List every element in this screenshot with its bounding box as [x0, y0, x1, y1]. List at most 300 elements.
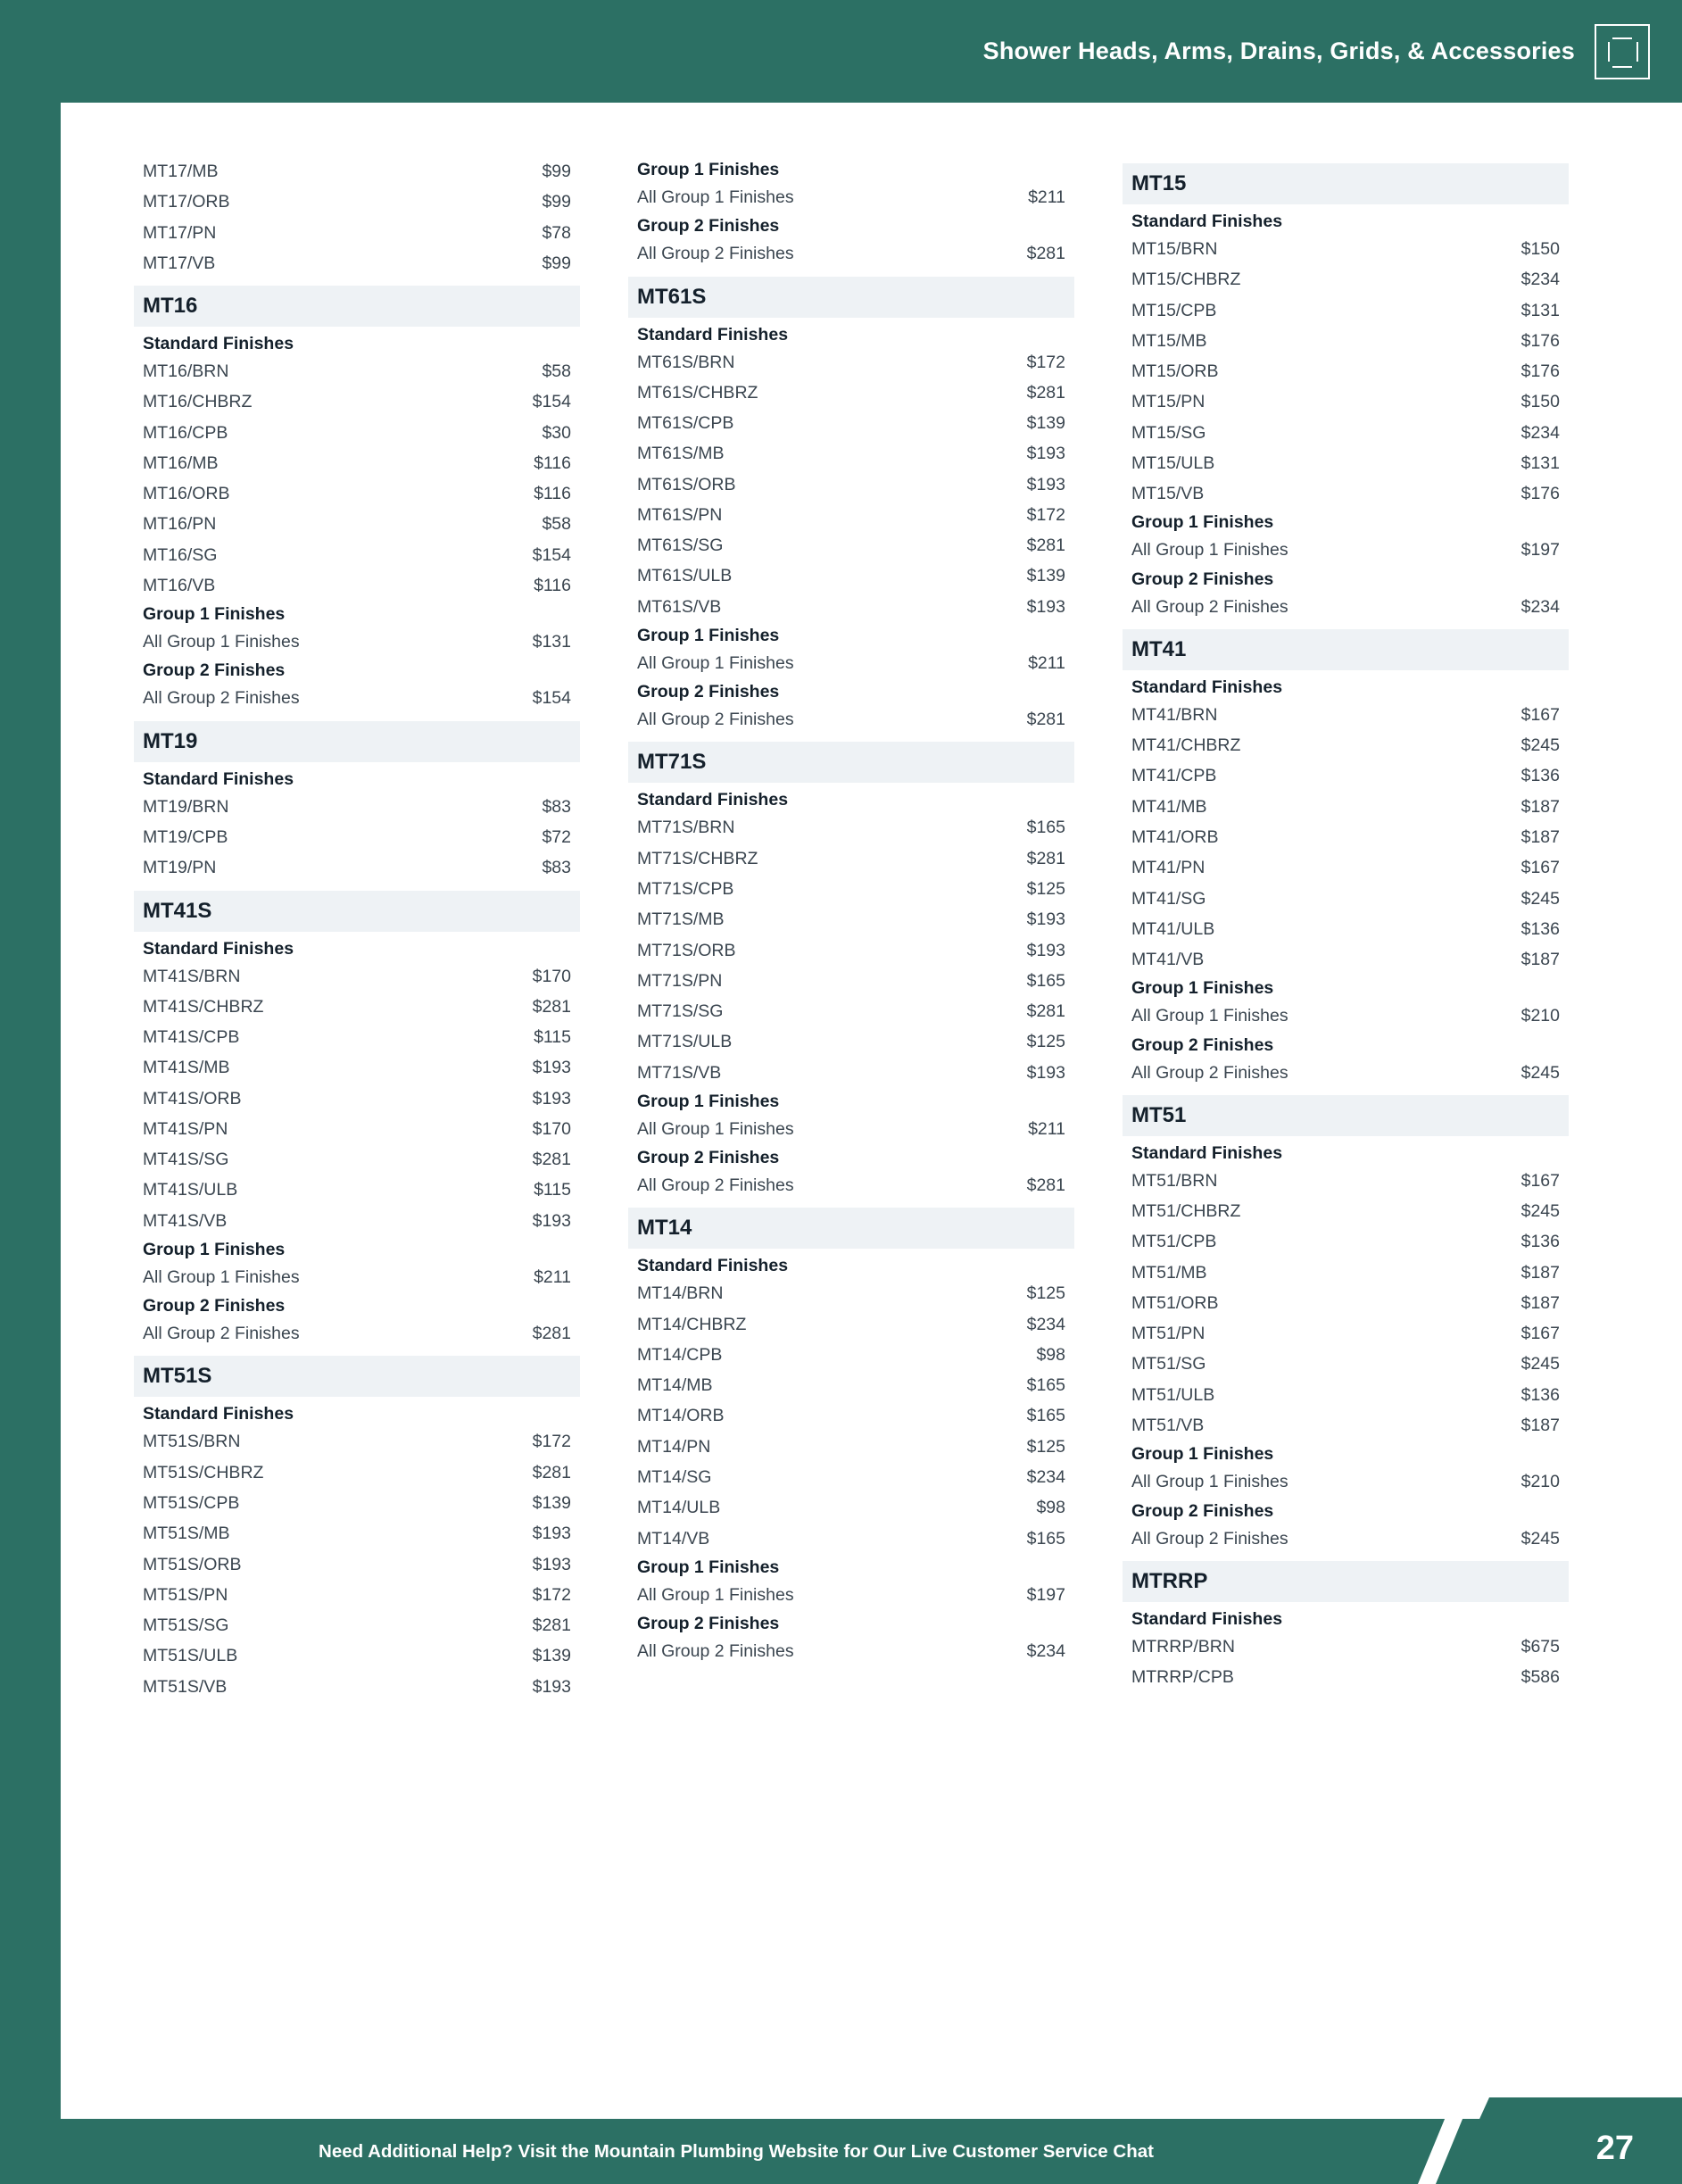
price-value: $281: [532, 1462, 571, 1482]
sku-label: All Group 2 Finishes: [637, 244, 794, 264]
product-section: [628, 1208, 1074, 1666]
price-row: [628, 966, 1074, 996]
price-value: $193: [532, 1058, 571, 1078]
price-value: $170: [532, 1118, 571, 1139]
price-row: [1123, 1466, 1569, 1497]
price-value: $172: [532, 1432, 571, 1452]
price-row: [134, 852, 580, 883]
sku-label: All Group 2 Finishes: [143, 688, 300, 709]
price-value: $136: [1520, 1232, 1560, 1252]
price-value: $167: [1520, 1324, 1560, 1344]
price-row: [1123, 234, 1569, 264]
finish-group-label: Group 2 Finishes: [637, 1614, 780, 1634]
price-value: $167: [1520, 858, 1560, 878]
price-value: $99: [542, 192, 571, 212]
price-value: $234: [1026, 1314, 1065, 1334]
sku-label: MT17/PN: [143, 222, 217, 243]
price-value: $154: [532, 544, 571, 565]
price-value: $281: [1026, 710, 1065, 730]
sku-label: MT17/VB: [143, 253, 216, 273]
price-value: $193: [1026, 474, 1065, 494]
shower-head-icon-corner: [1632, 33, 1641, 42]
price-row: [1123, 884, 1569, 914]
sku-label: MT15/ORB: [1131, 361, 1219, 382]
finish-group-label: Group 2 Finishes: [1131, 1500, 1274, 1521]
sku-label: MT14/VB: [637, 1528, 710, 1549]
price-row: [1123, 295, 1569, 326]
price-row: [1123, 1001, 1569, 1031]
price-value: $281: [532, 1324, 571, 1344]
price-value: $165: [1026, 970, 1065, 991]
price-value: $281: [532, 1150, 571, 1170]
sku-label: MT16/CHBRZ: [143, 392, 253, 412]
section-title: MT14: [628, 1208, 1074, 1249]
price-row: [134, 1610, 580, 1640]
price-row: [134, 822, 580, 852]
price-row: [628, 1370, 1074, 1400]
price-row: [134, 448, 580, 478]
price-value: $172: [1026, 504, 1065, 525]
product-section: [628, 156, 1074, 270]
sku-label: MT41/VB: [1131, 950, 1205, 970]
sku-label: MT16/MB: [143, 453, 219, 473]
price-row: [628, 1462, 1074, 1492]
page-number: 27: [1595, 2130, 1634, 2167]
price-row: [134, 570, 580, 601]
finish-group-label: Standard Finishes: [1131, 1142, 1283, 1163]
price-row: [628, 530, 1074, 561]
price-value: $281: [1026, 244, 1065, 264]
sku-label: MT41/BRN: [1131, 704, 1218, 725]
price-value: $234: [1520, 422, 1560, 443]
price-row: [1123, 264, 1569, 295]
sku-label: MT16/VB: [143, 575, 216, 595]
price-row: [1123, 448, 1569, 478]
price-value: $136: [1520, 1384, 1560, 1405]
price-row: [1123, 792, 1569, 822]
price-row: [1123, 730, 1569, 760]
price-value: $98: [1036, 1344, 1065, 1365]
sku-label: MT71S/ORB: [637, 940, 736, 960]
price-value: $234: [1026, 1466, 1065, 1487]
price-value: $58: [542, 361, 571, 382]
price-value: $125: [1026, 1283, 1065, 1304]
price-value: $136: [1520, 918, 1560, 939]
sku-label: All Group 1 Finishes: [1131, 1472, 1288, 1492]
price-row: [134, 627, 580, 657]
price-row: [1123, 1258, 1569, 1288]
price-row: [134, 540, 580, 570]
finish-group-label: Standard Finishes: [637, 324, 789, 345]
section-title: MTRRP: [1123, 1561, 1569, 1602]
price-value: $99: [542, 253, 571, 273]
price-row: [1123, 1524, 1569, 1554]
sku-label: All Group 1 Finishes: [1131, 540, 1288, 561]
price-value: $116: [534, 484, 571, 504]
price-row: [628, 1058, 1074, 1088]
section-title: MT71S: [628, 742, 1074, 783]
price-row: [134, 1114, 580, 1144]
price-row: [628, 592, 1074, 622]
price-value: $234: [1520, 596, 1560, 617]
price-row: [628, 1170, 1074, 1200]
finish-group-label: Group 2 Finishes: [637, 1148, 780, 1168]
product-section: [628, 277, 1074, 735]
price-row: [628, 1340, 1074, 1370]
price-row: [1123, 1196, 1569, 1226]
footer-page-block: [1450, 2097, 1682, 2184]
sku-label: MT51/ULB: [1131, 1384, 1215, 1405]
price-value: $187: [1520, 1415, 1560, 1435]
price-row: [628, 1636, 1074, 1666]
price-value: $211: [1028, 187, 1065, 207]
product-section: [628, 742, 1074, 1200]
sku-label: MT41S/CHBRZ: [143, 996, 264, 1017]
price-value: $150: [1520, 392, 1560, 412]
shower-head-icon-corner: [1632, 62, 1641, 71]
sku-label: MT14/MB: [637, 1375, 713, 1396]
price-value: $187: [1520, 1262, 1560, 1283]
price-value: $187: [1520, 796, 1560, 817]
price-row: [1123, 822, 1569, 852]
price-value: $170: [532, 966, 571, 986]
sku-label: MT15/BRN: [1131, 239, 1218, 259]
finish-group-label: Standard Finishes: [143, 768, 294, 789]
price-row: [628, 238, 1074, 269]
price-value: $172: [532, 1584, 571, 1605]
price-value: $675: [1520, 1636, 1560, 1657]
price-row: [628, 1400, 1074, 1431]
price-value: $167: [1520, 704, 1560, 725]
price-row: [628, 408, 1074, 438]
price-row: [134, 1022, 580, 1052]
finish-group-label: Standard Finishes: [1131, 677, 1283, 697]
price-value: $172: [1026, 352, 1065, 372]
sku-label: MTRRP/CPB: [1131, 1667, 1234, 1688]
price-row: [134, 992, 580, 1022]
price-row: [628, 469, 1074, 500]
price-row: [134, 418, 580, 448]
sku-label: MT51/CPB: [1131, 1232, 1217, 1252]
sku-label: All Group 2 Finishes: [143, 1324, 300, 1344]
price-value: $245: [1520, 1354, 1560, 1374]
price-row: [628, 1580, 1074, 1610]
sku-label: MT51/ORB: [1131, 1292, 1219, 1313]
price-row: [628, 904, 1074, 934]
sku-label: MT17/MB: [143, 162, 219, 181]
sku-label: MT41S/SG: [143, 1150, 229, 1170]
price-row: [628, 1492, 1074, 1523]
sku-label: MT15/MB: [1131, 330, 1207, 351]
price-value: $125: [1026, 878, 1065, 899]
sku-label: MT41/CPB: [1131, 766, 1217, 786]
price-row: [134, 1052, 580, 1083]
sku-label: MT15/VB: [1131, 484, 1205, 504]
price-row: [134, 1457, 580, 1488]
finish-group-label: Standard Finishes: [637, 790, 789, 810]
sku-label: MT41S/ORB: [143, 1088, 242, 1109]
price-row: [628, 996, 1074, 1026]
price-row: [1123, 592, 1569, 622]
sku-label: MT51S/PN: [143, 1584, 228, 1605]
sku-label: MT16/SG: [143, 544, 218, 565]
sku-label: MT71S/ULB: [637, 1032, 733, 1052]
price-value: $58: [542, 514, 571, 535]
sku-label: All Group 2 Finishes: [637, 1641, 794, 1662]
price-row: [628, 500, 1074, 530]
sku-label: All Group 1 Finishes: [637, 1118, 794, 1139]
sku-label: MTRRP/BRN: [1131, 1636, 1235, 1657]
sku-label: MT19/BRN: [143, 796, 229, 817]
sku-label: MT71S/SG: [637, 1001, 724, 1022]
sku-label: MT16/PN: [143, 514, 217, 535]
price-row: [628, 935, 1074, 966]
price-column: [134, 156, 580, 1702]
price-value: $125: [1026, 1032, 1065, 1052]
finish-group-label: Group 1 Finishes: [1131, 1444, 1274, 1465]
finish-group-label: Standard Finishes: [143, 938, 294, 959]
sku-label: MT51/VB: [1131, 1415, 1205, 1435]
price-value: $131: [532, 632, 571, 652]
price-column: [1123, 156, 1569, 1702]
price-value: $211: [1028, 652, 1065, 673]
sku-label: All Group 1 Finishes: [637, 187, 794, 207]
price-row: [1123, 1288, 1569, 1318]
sku-label: MT71S/CPB: [637, 878, 734, 899]
price-row: [134, 683, 580, 713]
sku-label: MT71S/BRN: [637, 818, 735, 838]
price-value: $187: [1520, 950, 1560, 970]
shower-head-icon-corner: [1603, 33, 1612, 42]
sku-label: MT15/CHBRZ: [1131, 270, 1241, 290]
sku-label: MT61S/ORB: [637, 474, 736, 494]
price-row: [628, 182, 1074, 212]
shower-head-icon: [1595, 24, 1650, 79]
price-value: $193: [1026, 596, 1065, 617]
price-row: [134, 356, 580, 386]
price-row: [628, 378, 1074, 408]
price-value: $139: [532, 1646, 571, 1666]
price-value: $281: [1026, 382, 1065, 403]
sku-label: MT51/PN: [1131, 1324, 1206, 1344]
price-row: [134, 1144, 580, 1175]
sku-label: MT61S/ULB: [637, 566, 733, 586]
finish-group-label: Group 1 Finishes: [1131, 978, 1274, 999]
sku-label: MT51/CHBRZ: [1131, 1201, 1241, 1222]
section-title: MT41: [1123, 629, 1569, 670]
price-row: [1123, 1662, 1569, 1692]
sku-label: MT41/MB: [1131, 796, 1207, 817]
sku-label: All Group 2 Finishes: [637, 710, 794, 730]
price-row: [1123, 700, 1569, 730]
price-value: $131: [1520, 300, 1560, 320]
sku-label: MT41/ORB: [1131, 826, 1219, 847]
price-value: $193: [532, 1524, 571, 1544]
price-value: $139: [1026, 566, 1065, 586]
price-row: [134, 478, 580, 509]
price-row: [1123, 1318, 1569, 1349]
price-value: $167: [1520, 1170, 1560, 1191]
sku-label: MT51S/BRN: [143, 1432, 241, 1452]
price-value: $150: [1520, 239, 1560, 259]
price-value: $211: [534, 1266, 571, 1287]
sku-label: All Group 2 Finishes: [1131, 1528, 1288, 1549]
price-row: [134, 1672, 580, 1702]
page-footer: [0, 2097, 1682, 2184]
price-row: [134, 509, 580, 539]
price-row: [628, 1524, 1074, 1554]
product-section: [1123, 163, 1569, 622]
sku-label: MT17/ORB: [143, 192, 230, 212]
price-value: $193: [532, 1088, 571, 1109]
sku-label: MT51/SG: [1131, 1354, 1206, 1374]
sku-label: MT41/SG: [1131, 888, 1206, 909]
price-row: [134, 1318, 580, 1349]
price-row: [134, 1206, 580, 1236]
sku-label: MT15/CPB: [1131, 300, 1217, 320]
price-row: [628, 1278, 1074, 1308]
price-row: [1123, 1410, 1569, 1441]
price-row: [134, 248, 580, 278]
sku-label: MT14/CHBRZ: [637, 1314, 747, 1334]
finish-group-label: Group 1 Finishes: [637, 625, 780, 645]
sku-label: MT41S/PN: [143, 1118, 228, 1139]
price-value: $165: [1026, 1406, 1065, 1426]
section-title: MT15: [1123, 163, 1569, 204]
finish-group-label: Standard Finishes: [1131, 1608, 1283, 1629]
price-value: $193: [1026, 940, 1065, 960]
sku-label: MT71S/CHBRZ: [637, 848, 758, 868]
price-row: [134, 961, 580, 992]
price-row: [1123, 944, 1569, 975]
price-value: $176: [1520, 484, 1560, 504]
sku-label: MT71S/PN: [637, 970, 723, 991]
price-value: $187: [1520, 826, 1560, 847]
price-value: $245: [1520, 735, 1560, 756]
sku-label: MT51S/VB: [143, 1676, 228, 1697]
price-value: $193: [1026, 444, 1065, 464]
price-row: [1123, 760, 1569, 791]
price-row: [628, 704, 1074, 735]
price-row: [1123, 418, 1569, 448]
sku-label: All Group 1 Finishes: [143, 1266, 300, 1287]
product-section: [1123, 629, 1569, 1088]
price-row: [1123, 1380, 1569, 1410]
price-value: $139: [532, 1492, 571, 1513]
price-row: [1123, 852, 1569, 883]
price-row: [628, 812, 1074, 843]
price-row: [134, 386, 580, 417]
sku-label: MT71S/MB: [637, 909, 725, 930]
left-accent-bar: [0, 0, 61, 2184]
finish-group-label: Group 2 Finishes: [143, 660, 286, 681]
section-title: MT51S: [134, 1356, 580, 1397]
footer-help-text: Need Additional Help? Visit the Mountain Plumbing Website for Our Live Customer Service Chat: [319, 2140, 1154, 2162]
price-row: [134, 1175, 580, 1205]
sku-label: MT41S/VB: [143, 1210, 228, 1231]
sku-label: MT51S/ORB: [143, 1554, 242, 1574]
sku-label: All Group 1 Finishes: [637, 1584, 794, 1605]
product-section: [134, 286, 580, 714]
price-row: [134, 1518, 580, 1549]
price-row: [1123, 326, 1569, 356]
finish-group-label: Group 1 Finishes: [143, 604, 286, 625]
price-row: [1123, 478, 1569, 509]
price-value: $234: [1520, 270, 1560, 290]
sku-label: MT16/CPB: [143, 422, 228, 443]
price-value: $187: [1520, 1292, 1560, 1313]
sku-label: MT71S/VB: [637, 1062, 722, 1083]
price-row: [628, 648, 1074, 678]
price-value: $281: [1026, 1001, 1065, 1022]
price-row: [134, 218, 580, 248]
price-row: [134, 1488, 580, 1518]
finish-group-label: Standard Finishes: [1131, 212, 1283, 231]
sku-label: MT16/BRN: [143, 361, 229, 382]
price-row: [1123, 914, 1569, 944]
price-row: [1123, 1226, 1569, 1257]
sku-label: MT41S/CPB: [143, 1027, 240, 1048]
price-value: $193: [1026, 909, 1065, 930]
price-value: $165: [1026, 818, 1065, 838]
sku-label: MT14/SG: [637, 1466, 712, 1487]
section-title: MT16: [134, 286, 580, 327]
price-value: $193: [532, 1554, 571, 1574]
price-row: [628, 561, 1074, 591]
sku-label: All Group 1 Finishes: [637, 652, 794, 673]
sku-label: MT61S/CHBRZ: [637, 382, 758, 403]
sku-label: MT61S/CPB: [637, 413, 734, 434]
sku-label: All Group 2 Finishes: [1131, 1062, 1288, 1083]
sku-label: MT14/ORB: [637, 1406, 725, 1426]
price-row: [134, 1640, 580, 1671]
price-value: $281: [532, 1615, 571, 1636]
sku-label: All Group 2 Finishes: [1131, 596, 1288, 617]
sku-label: MT51S/CHBRZ: [143, 1462, 264, 1482]
sku-label: MT15/PN: [1131, 392, 1206, 412]
price-row: [1123, 1058, 1569, 1088]
price-value: $176: [1520, 361, 1560, 382]
product-section: [134, 721, 580, 884]
sku-label: All Group 2 Finishes: [637, 1175, 794, 1196]
price-value: $210: [1520, 1472, 1560, 1492]
price-value: $72: [542, 826, 571, 847]
price-value: $281: [532, 996, 571, 1017]
sku-label: MT51S/SG: [143, 1615, 229, 1636]
price-value: $115: [534, 1180, 571, 1200]
price-value: $136: [1520, 766, 1560, 786]
sku-label: MT61S/VB: [637, 596, 722, 617]
price-value: $281: [1026, 536, 1065, 556]
price-value: $99: [542, 162, 571, 181]
product-section: [1123, 1095, 1569, 1554]
price-row: [134, 1580, 580, 1610]
finish-group-label: Standard Finishes: [637, 1256, 789, 1276]
price-value: $210: [1520, 1006, 1560, 1026]
section-title: MT19: [134, 721, 580, 762]
price-value: $116: [534, 575, 571, 595]
page-title: Shower Heads, Arms, Drains, Grids, & Accessories: [982, 37, 1575, 64]
price-value: $193: [532, 1210, 571, 1231]
product-section: [1123, 1561, 1569, 1693]
finish-group-label: Group 1 Finishes: [637, 1557, 780, 1577]
sku-label: MT41S/BRN: [143, 966, 241, 986]
price-row: [628, 843, 1074, 874]
finish-group-label: Group 2 Finishes: [1131, 1034, 1274, 1055]
finish-group-label: Group 1 Finishes: [143, 1239, 286, 1259]
sku-label: MT14/CPB: [637, 1344, 723, 1365]
price-value: $211: [1028, 1118, 1065, 1139]
